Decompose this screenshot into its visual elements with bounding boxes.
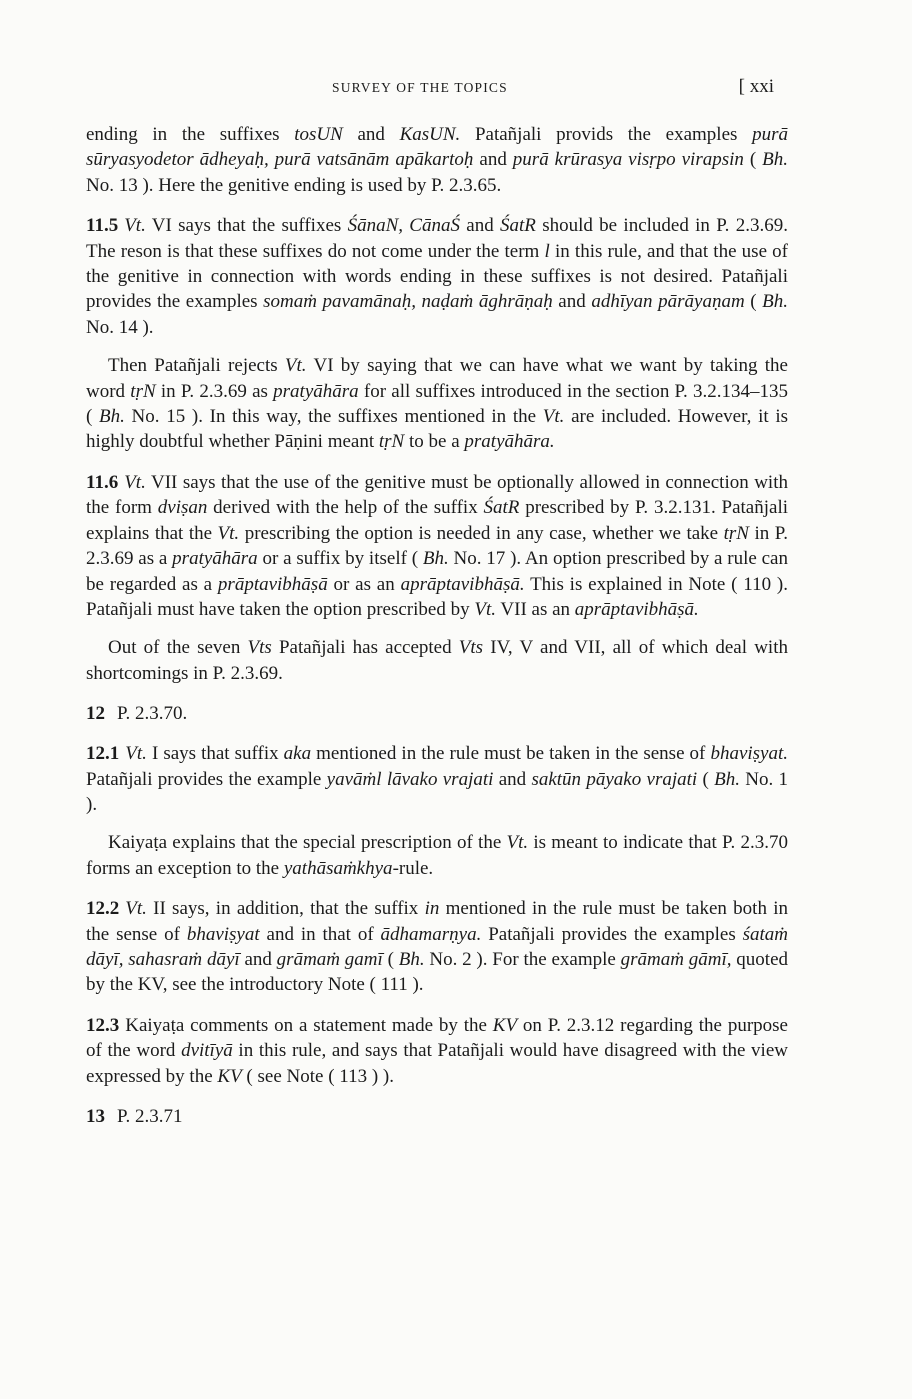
section-12-1: [86, 741, 788, 817]
section-11-6: [86, 470, 788, 622]
section-number: 13: [86, 1106, 105, 1127]
section-heading-12: [86, 701, 788, 726]
section-number: 11.5: [86, 215, 119, 237]
paragraph-text: Vt. VII says that the use of the genitive must be optionally allowed in connection with the form dviṣan derived with the help of the suffix ŚatR prescribed by P. 3.2.131. Patañjali explains that the Vt. prescribing the option is needed in any case, whether we take tṛN in P. 2.3.69 as a pratyāhāra or a suffix by itself ( Bh. No. 17 ). An option prescribed by a rule can be regarded as a prāptavibhāṣā or as an aprāptavibhāṣā. This is explained in Note ( 110 ). Patañjali must have taken the option prescribed by Vt. VII as an aprāptavibhāṣā.: [86, 471, 788, 620]
document-page: [86, 76, 788, 1129]
running-head: [86, 76, 788, 106]
section-heading-13: [86, 1104, 788, 1129]
section-number: 12.3: [86, 1014, 120, 1036]
paragraph-text: Vt. II says, in addition, that the suffix in mentioned in the rule must be taken both in the sense of bhaviṣyat and in that of ādhamarṇya. Patañjali provides the examples śataṁ dāyī, sahasraṁ dāyī and grāmaṁ gamī ( Bh. No. 2 ). For the example grāmaṁ gāmī, quoted by the KV, see the introductory Note ( 111 ).: [86, 898, 789, 996]
paragraph-11-6-continued: [86, 635, 788, 686]
section-12-3: [86, 1013, 788, 1089]
paragraph-text: Vt. VI says that the suffixes ŚānaN, CānaŚ and ŚatR should be included in P. 2.3.69. The reson is that these suffixes do not come under the term l in this rule, and that the use of the genitive in connection with words ending in these suffixes is not desired. Patañjali provides the examples somaṁ pavamānaḥ, naḍaṁ āghrāṇaḥ and adhīyan pārāyaṇam ( Bh. No. 14 ).: [86, 215, 789, 338]
section-number: 11.6: [86, 471, 119, 493]
paragraph-text: ending in the suffixes tosUN and KasUN. Patañjali provids the examples purā sūryasyodetor ādheyaḥ, purā vatsānām apākartoḥ and purā krūrasya visṛpo virapsin ( Bh. No. 13 ). Here the genitive ending is used by P. 2.3.65.: [86, 124, 788, 196]
paragraph-text: Then Patañjali rejects Vt. VI by saying that we can have what we want by taking the word tṛN in P. 2.3.69 as pratyāhāra for all suffixes introduced in the section P. 3.2.134–135 ( Bh. No. 15 ). In this way, the suffixes mentioned in the Vt. are included. However, it is highly doubtful whether Pāṇini meant tṛN to be a pratyāhāra.: [86, 355, 789, 453]
running-head-title: SURVEY OF THE TOPICS: [332, 80, 508, 95]
page-number: [ xxi: [738, 76, 774, 97]
paragraph-continuation: [86, 122, 788, 198]
paragraph-text: Kaiyaṭa explains that the special prescription of the Vt. is meant to indicate that P. 2.3.70 forms an exception to the yathāsaṁkhya-rule.: [86, 832, 789, 879]
paragraph-12-1-continued: [86, 830, 788, 881]
paragraph-11-5-continued: [86, 353, 788, 455]
paragraph-text: Vt. I says that suffix aka mentioned in the rule must be taken in the sense of bhaviṣyat. Patañjali provides the example yavāṁl lāvako vrajati and saktūn pāyako vrajati ( Bh. No. 1 ).: [86, 743, 789, 815]
section-12-2: [86, 896, 788, 998]
section-11-5: [86, 213, 788, 340]
section-heading-text: P. 2.3.70.: [117, 703, 188, 725]
section-number: 12.2: [86, 898, 120, 920]
paragraph-text: Kaiyaṭa comments on a statement made by the KV on P. 2.3.12 regarding the purpose of the word dvitīyā in this rule, and says that Patañjali would have disagreed with the view expressed by the KV ( see Note ( 113 ) ).: [86, 1014, 788, 1087]
section-number: 12.1: [86, 743, 120, 765]
paragraph-text: Out of the seven Vts Patañjali has accepted Vts IV, V and VII, all of which deal with shortcomings in P. 2.3.69.: [86, 637, 788, 684]
section-heading-text: P. 2.3.71: [117, 1106, 183, 1127]
section-number: 12: [86, 703, 105, 725]
